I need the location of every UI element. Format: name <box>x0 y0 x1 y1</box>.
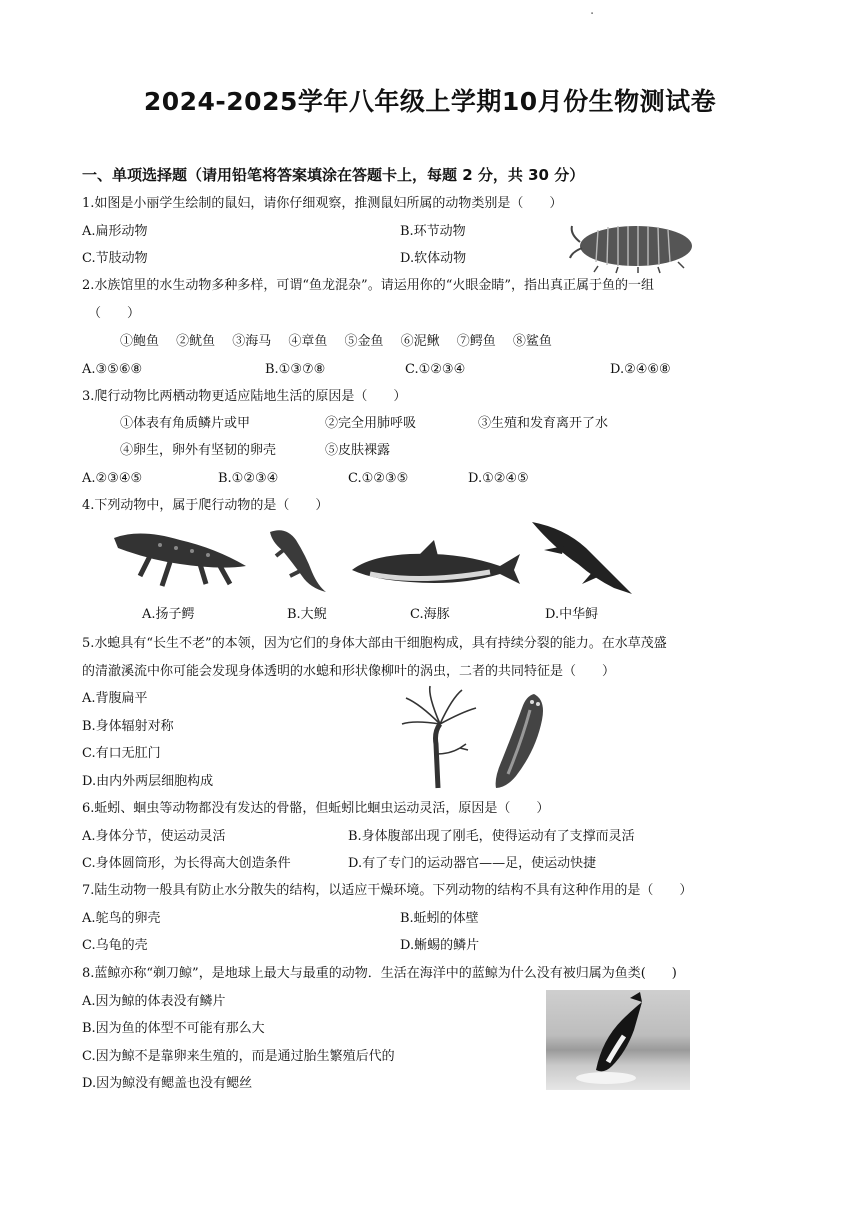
question-4-stem: 4.下列动物中，属于爬行动物的是（ ） <box>82 498 329 513</box>
question-4-option-c: C.海豚 <box>410 607 450 622</box>
question-8-option-c: C.因为鲸不是靠卵来生殖的，而是通过胎生繁殖后代的 <box>82 1049 395 1064</box>
question-8-option-a: A.因为鲸的体表没有鳞片 <box>82 994 226 1009</box>
question-2-stem-line1: 2.水族馆里的水生动物多种多样，可谓“鱼龙混杂”。请运用你的“火眼金睛”，指出真正属于鱼的一组 <box>82 278 654 293</box>
question-7-option-d: D.蜥蜴的鳞片 <box>400 938 480 953</box>
question-6-option-c: C.身体圆筒形，为长得高大创造条件 <box>82 856 291 871</box>
question-5-option-b: B.身体辐射对称 <box>82 719 174 734</box>
question-3-option-b: B.①②③④ <box>218 471 279 486</box>
question-8-stem: 8.蓝鲸亦称“剃刀鲸”，是地球上最大与最重的动物．生活在海洋中的蓝鲸为什么没有被归属为鱼类( ) <box>82 966 677 981</box>
question-5-stem-line2: 的清澈溪流中你可能会发现身体透明的水螅和形状像柳叶的涡虫，二者的共同特征是（ ） <box>82 664 616 679</box>
question-1-option-c: C.节肢动物 <box>82 251 148 266</box>
question-2-items: ①鲍鱼 ②鱿鱼 ③海马 ④章鱼 ⑤金鱼 ⑥泥鳅 ⑦鳄鱼 ⑧鲨鱼 <box>120 334 552 349</box>
question-6-option-d: D.有了专门的运动器官——足，使运动快捷 <box>348 856 597 871</box>
question-1-option-d: D.软体动物 <box>400 251 467 266</box>
question-6-option-b: B.身体腹部出现了刚毛，使得运动有了支撑而灵活 <box>348 829 635 844</box>
question-6-stem: 6.蚯蚓、蛔虫等动物都没有发达的骨骼，但蚯蚓比蛔虫运动灵活，原因是（ ） <box>82 801 550 816</box>
question-8-option-d: D.因为鲸没有鳃盖也没有鳃丝 <box>82 1076 253 1091</box>
page-title: 2024-2025学年八年级上学期10月份生物测试卷 <box>143 87 717 116</box>
hydra-image <box>400 684 480 790</box>
question-2-option-b: B.①③⑦⑧ <box>265 362 326 377</box>
section-heading: 一、单项选择题（请用铅笔将答案填涂在答题卡上，每题 2 分，共 30 分） <box>82 166 585 184</box>
question-4-option-b: B.大鲵 <box>287 607 327 622</box>
question-7-option-a: A.鸵鸟的卵壳 <box>82 911 161 926</box>
planarian-image <box>486 690 554 792</box>
question-5-stem-line1: 5.水螅具有“长生不老”的本领，因为它们的身体大部由干细胞构成，具有持续分裂的能力。在水草茂盛 <box>82 636 667 651</box>
question-2-option-d: D.②④⑥⑧ <box>610 362 671 377</box>
question-1-option-a: A.扁形动物 <box>82 224 148 239</box>
question-7-option-c: C.乌龟的壳 <box>82 938 148 953</box>
question-5-option-c: C.有口无肛门 <box>82 746 161 761</box>
question-3-item-1: ①体表有角质鳞片或甲 <box>120 416 251 431</box>
question-2-option-a: A.③⑤⑥⑧ <box>82 362 143 377</box>
question-3-item-4: ④卵生，卵外有坚韧的卵壳 <box>120 443 277 458</box>
question-5-option-d: D.由内外两层细胞构成 <box>82 774 214 789</box>
question-1-stem: 1.如图是小丽学生绘制的鼠妇，请你仔细观察，推测鼠妇所属的动物类别是（ ） <box>82 196 563 211</box>
header-mark: . <box>590 3 595 18</box>
question-8-option-b: B.因为鱼的体型不可能有那么大 <box>82 1021 265 1036</box>
question-3-item-5: ⑤皮肤裸露 <box>325 443 391 458</box>
question-4-option-a: A.扬子鳄 <box>142 607 195 622</box>
dolphin-image <box>350 540 522 598</box>
chinese-sturgeon-image <box>524 514 634 600</box>
question-1-option-b: B.环节动物 <box>400 224 466 239</box>
question-4-option-d: D.中华鲟 <box>545 607 599 622</box>
question-7-stem: 7.陆生动物一般具有防止水分散失的结构，以适应干燥环境。下列动物的结构不具有这种作用的是（ ） <box>82 883 693 898</box>
question-3-option-d: D.①②④⑤ <box>468 471 529 486</box>
whale-photo <box>546 990 690 1090</box>
question-3-option-c: C.①②③⑤ <box>348 471 409 486</box>
question-7-option-b: B.蚯蚓的体壁 <box>400 911 479 926</box>
alligator-image <box>110 518 250 594</box>
question-3-stem: 3.爬行动物比两栖动物更适应陆地生活的原因是（ ） <box>82 389 407 404</box>
question-2-option-c: C.①②③④ <box>405 362 466 377</box>
woodlouse-image <box>568 212 704 274</box>
whale-image <box>546 990 690 1090</box>
question-5-option-a: A.背腹扁平 <box>82 691 148 706</box>
question-3-option-a: A.②③④⑤ <box>82 471 143 486</box>
question-3-item-3: ③生殖和发育离开了水 <box>478 416 609 431</box>
question-2-stem-line2: （ ） <box>88 306 141 321</box>
question-6-option-a: A.身体分节，使运动灵活 <box>82 829 226 844</box>
giant-salamander-image <box>262 522 334 594</box>
question-3-item-2: ②完全用肺呼吸 <box>325 416 417 431</box>
